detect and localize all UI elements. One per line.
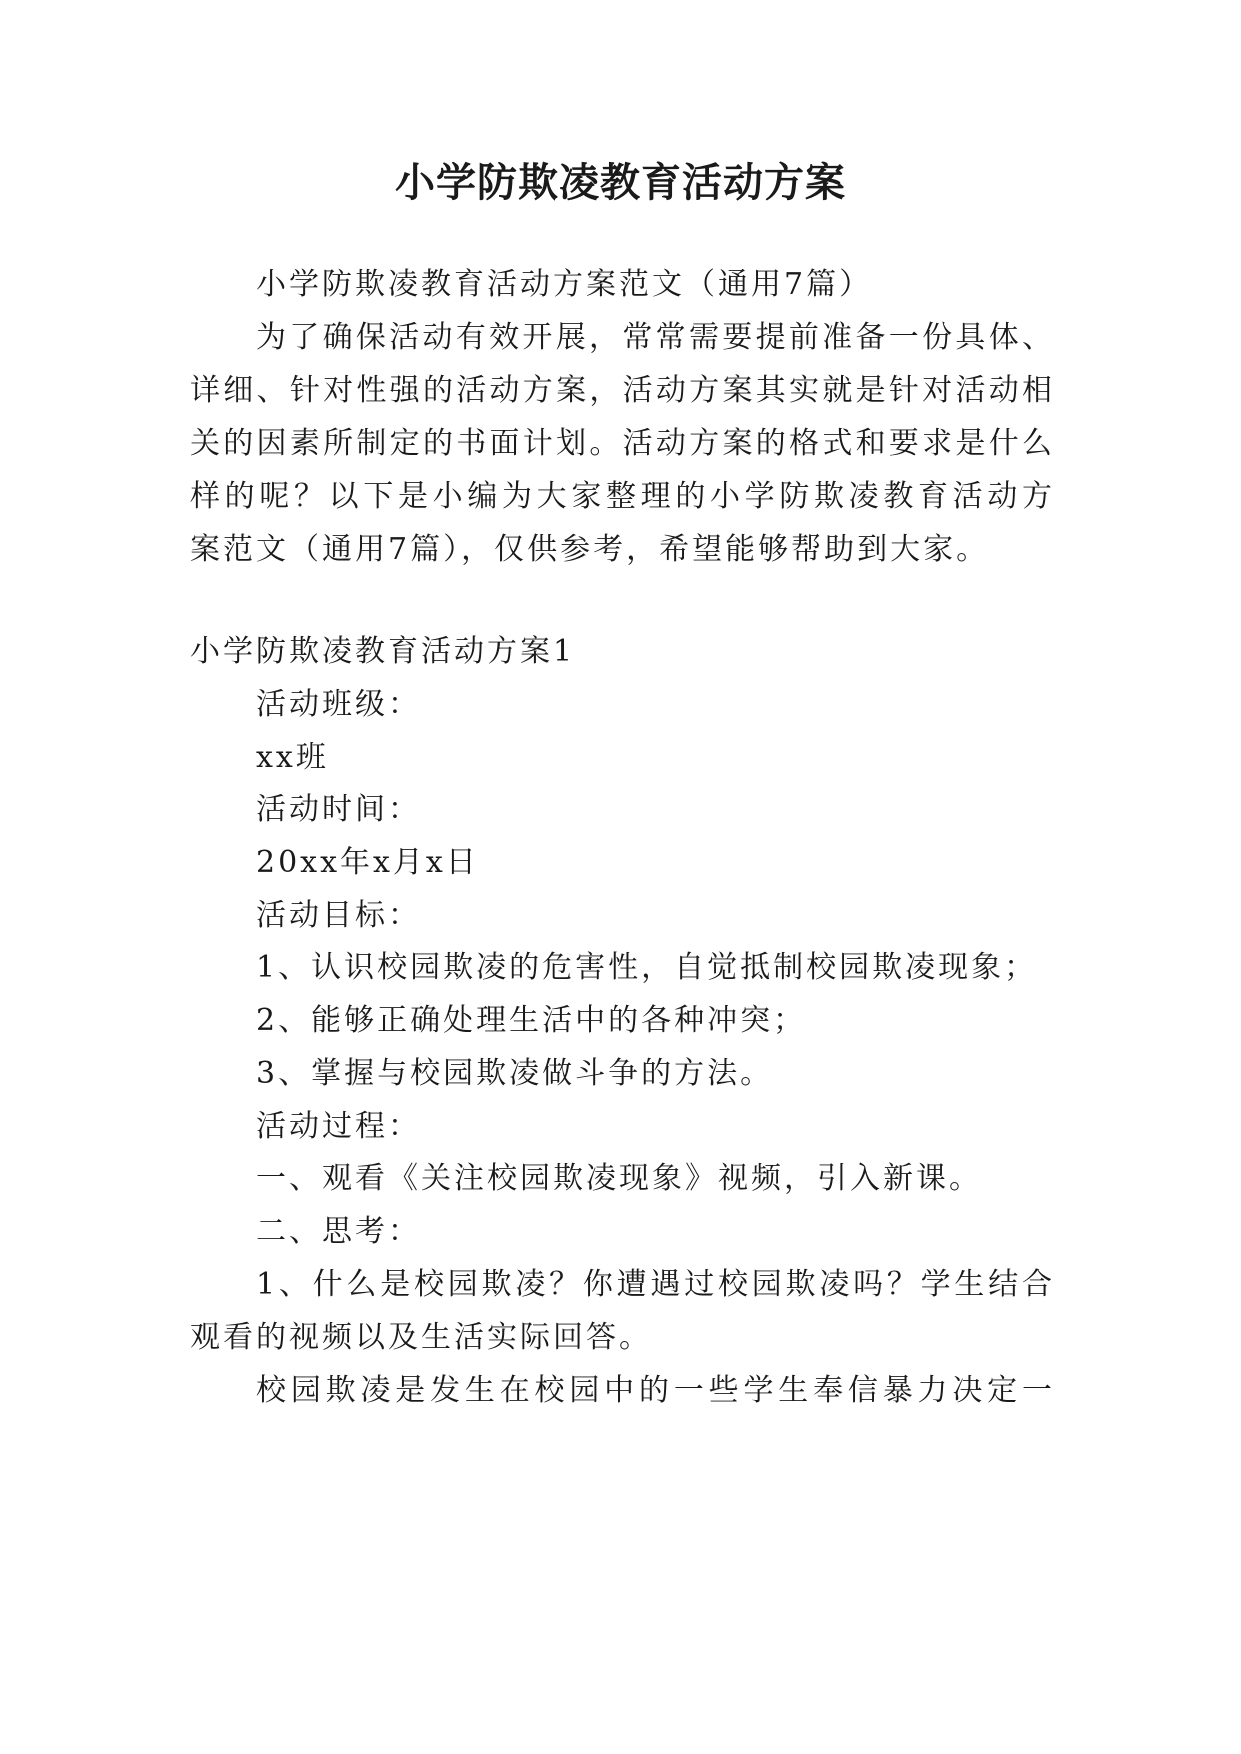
time-value: 20xx年x月x日: [256, 845, 479, 880]
intro-line-5: 案范文（通用7篇），仅供参考，希望能够帮助到大家。: [190, 532, 990, 567]
intro-line-4: 样的呢？以下是小编为大家整理的小学防欺凌教育活动方: [190, 479, 1052, 514]
body-paragraph-line: 校园欺凌是发生在校园中的一些学生奉信暴力决定一: [256, 1373, 1052, 1408]
process-label: 活动过程：: [256, 1109, 421, 1144]
goal-item-2: 2、能够正确处理生活中的各种冲突；: [256, 1003, 807, 1038]
process-step-2: 二、思考：: [256, 1214, 421, 1249]
class-label: 活动班级：: [256, 687, 421, 722]
class-value: xx班: [256, 740, 329, 775]
intro-line-3: 关的因素所制定的书面计划。活动方案的格式和要求是什么: [190, 426, 1052, 461]
question1-line-2: 观看的视频以及生活实际回答。: [190, 1320, 652, 1355]
intro-line-2: 详细、针对性强的活动方案，活动方案其实就是针对活动相: [190, 373, 1052, 408]
document-title: 小学防欺凌教育活动方案: [395, 159, 846, 206]
section-heading: 小学防欺凌教育活动方案1: [190, 634, 576, 669]
document-subtitle: 小学防欺凌教育活动方案范文（通用7篇）: [256, 267, 873, 302]
goal-label: 活动目标：: [256, 898, 421, 933]
time-label: 活动时间：: [256, 792, 421, 827]
process-step-1: 一、观看《关注校园欺凌现象》视频，引入新课。: [256, 1161, 982, 1196]
goal-item-3: 3、掌握与校园欺凌做斗争的方法。: [256, 1056, 774, 1091]
goal-item-1: 1、认识校园欺凌的危害性，自觉抵制校园欺凌现象；: [256, 950, 1038, 985]
intro-line-1: 为了确保活动有效开展，常常需要提前准备一份具体、: [256, 320, 1052, 355]
question1-line-1: 1、什么是校园欺凌？你遭遇过校园欺凌吗？学生结合: [256, 1267, 1052, 1302]
